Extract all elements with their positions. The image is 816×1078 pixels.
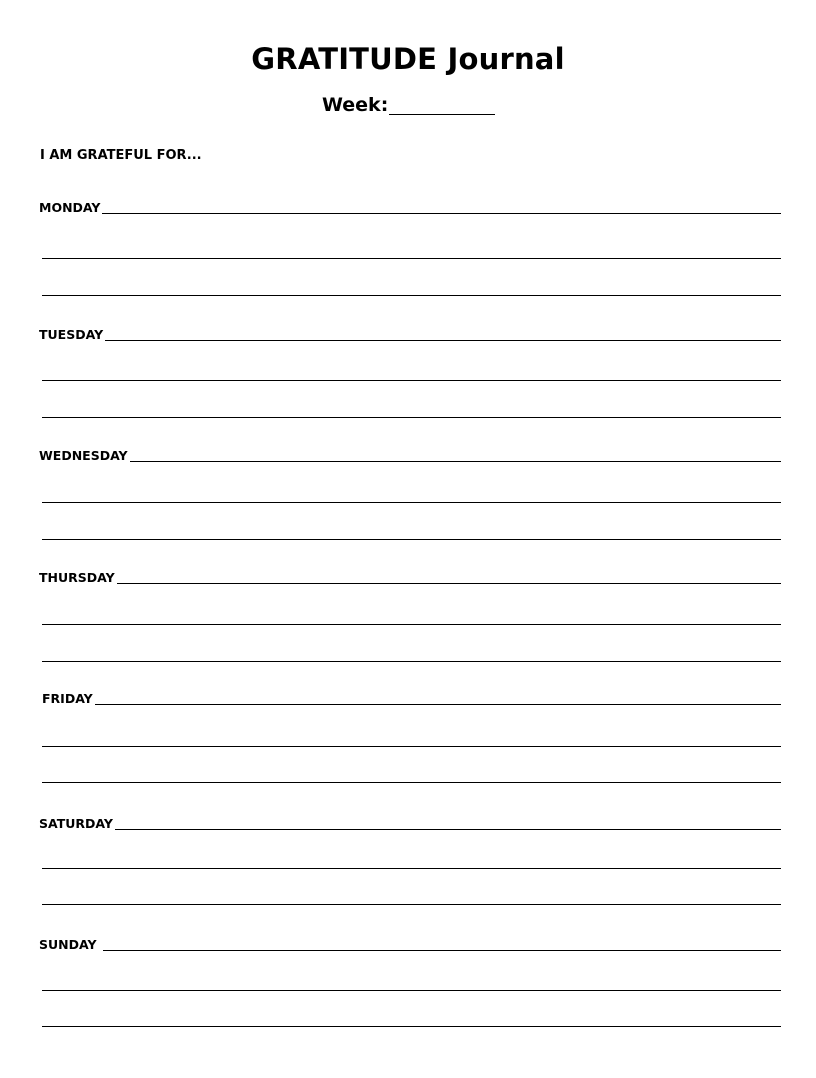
week-field <box>322 94 495 116</box>
writing-line[interactable] <box>130 461 781 462</box>
writing-line[interactable] <box>42 258 781 259</box>
day-header-thursday <box>39 570 781 585</box>
writing-line[interactable] <box>42 295 781 296</box>
writing-line[interactable] <box>117 583 781 584</box>
day-header-friday <box>42 691 781 706</box>
writing-line[interactable] <box>42 417 781 418</box>
day-label: SATURDAY <box>39 816 113 831</box>
day-label: TUESDAY <box>39 327 104 342</box>
writing-line[interactable] <box>42 904 781 905</box>
day-label: MONDAY <box>39 200 101 215</box>
writing-line[interactable] <box>42 380 781 381</box>
writing-line[interactable] <box>42 990 781 991</box>
week-label: Week: <box>322 94 389 116</box>
writing-line[interactable] <box>42 746 781 747</box>
day-label: WEDNESDAY <box>39 448 128 463</box>
writing-line[interactable] <box>42 539 781 540</box>
week-blank-line[interactable] <box>389 114 495 115</box>
day-header-saturday <box>39 816 781 831</box>
writing-line[interactable] <box>42 661 781 662</box>
day-header-sunday <box>39 937 781 952</box>
writing-line[interactable] <box>42 1026 781 1027</box>
writing-line[interactable] <box>42 502 781 503</box>
day-label: THURSDAY <box>39 570 115 585</box>
journal-title: GRATITUDE Journal <box>251 42 565 76</box>
day-header-monday <box>39 200 781 215</box>
grateful-for-heading: I AM GRATEFUL FOR... <box>40 148 202 163</box>
day-label: SUNDAY <box>39 937 97 952</box>
writing-line[interactable] <box>115 829 781 830</box>
writing-line[interactable] <box>103 950 781 951</box>
day-header-tuesday <box>39 327 781 342</box>
writing-line[interactable] <box>95 704 781 705</box>
writing-line[interactable] <box>42 868 781 869</box>
writing-line[interactable] <box>42 782 781 783</box>
writing-line[interactable] <box>105 340 781 341</box>
day-header-wednesday <box>39 448 781 463</box>
writing-line[interactable] <box>42 624 781 625</box>
day-label: FRIDAY <box>42 691 93 706</box>
writing-line[interactable] <box>102 213 781 214</box>
